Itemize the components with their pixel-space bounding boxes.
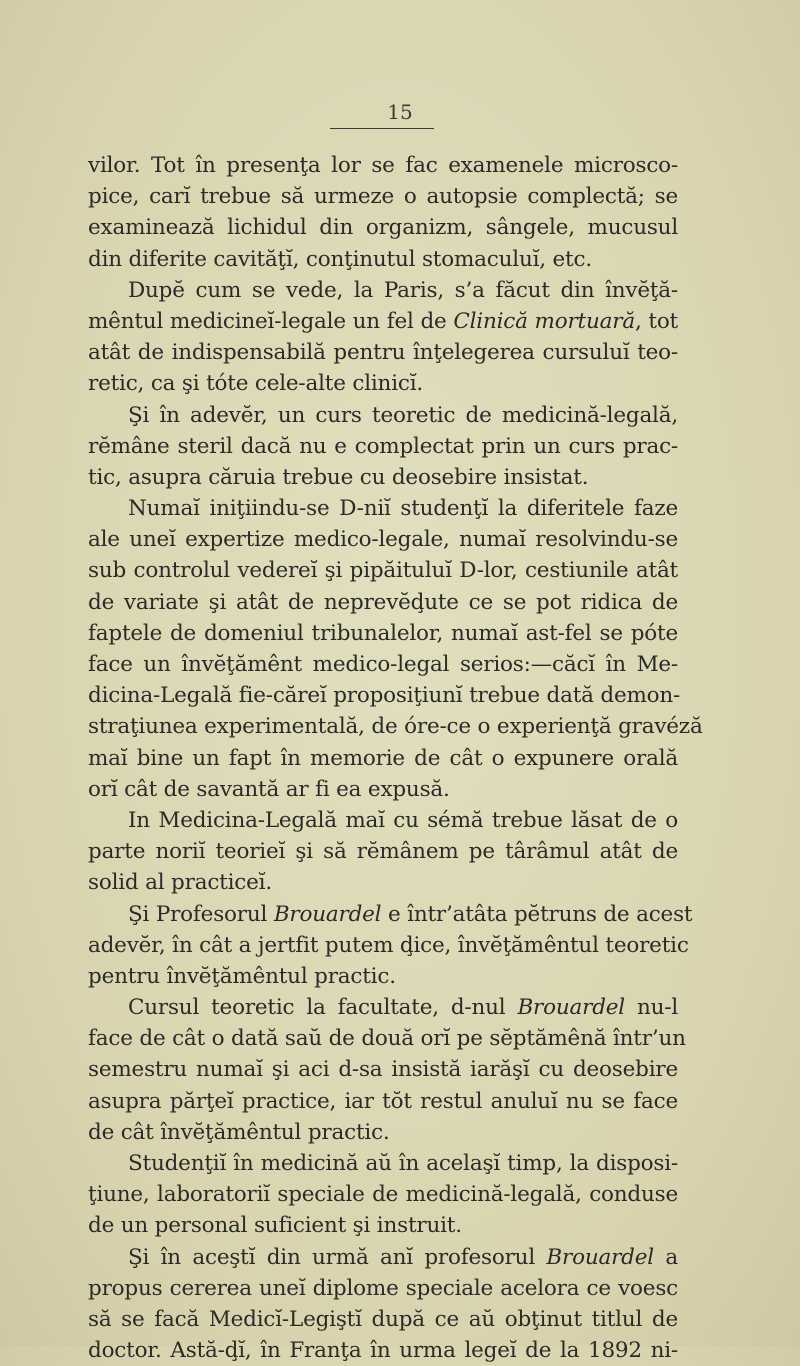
text-segment: mêntul medicineĭ-legale un fel de [88, 308, 454, 334]
text-line: rĕmâne steril dacă nu e complectat prin un curs prac- [88, 433, 678, 459]
text-line: pentru învĕţămêntul practic. [88, 963, 396, 989]
text-line: din diferite cavităţĭ, conţinutul stomaculuĭ, etc. [88, 246, 592, 272]
text-line: asupra părţeĭ practice, iar tŏt restul anuluĭ nu se face [88, 1088, 678, 1114]
text-line [88, 992, 678, 1023]
text-line: să se facă Medicĭ-Legiştĭ după ce aŭ obţinut titlul de [88, 1306, 678, 1332]
text-line [88, 1242, 678, 1273]
text-line: face de cât o dată saŭ de două orĭ pe sĕptămênă într’un [88, 1026, 686, 1052]
text-segment: Cursul teoretic la facultate, d-nul [128, 995, 518, 1021]
page-number: 15 [387, 100, 413, 124]
text-line: straţiunea experimentală, de óre-ce o experienţă gravéză [88, 714, 703, 740]
text-line [88, 899, 693, 930]
text-line [88, 306, 678, 337]
italic-name: Brouardel [546, 1244, 654, 1270]
text-line: retic, ca şi tóte cele-alte clinicĭ. [88, 371, 424, 397]
text-line: ale uneĭ expertize medico-legale, numaĭ resolvindu-se [88, 527, 678, 553]
text-segment: Şi în aceştĭ din urmă anĭ profesorul [128, 1244, 547, 1270]
text-line: orĭ cât de savantă ar fi ea expusă. [88, 776, 450, 802]
text-segment: a [653, 1244, 678, 1270]
italic-name: Clinică mortuară [453, 308, 635, 334]
text-line: Studenţiĭ în medicină aŭ în acelaşĭ timp, la disposi- [128, 1151, 678, 1176]
text-line: doctor. Astă-ḑĭ, în Franţa în urma legeĭ de la 1892 ni- [88, 1338, 678, 1364]
text-line: Numaĭ iniţiindu-se D-niĭ studenţĭ la diferitele faze [128, 496, 678, 522]
text-line: examinează lichidul din organizm, sângele, mucusul [88, 215, 678, 241]
text-line: adevĕr, în cât a jertfit putem ḑice, învĕţămêntul teoretic [88, 932, 689, 958]
text-line: maĭ bine un fapt în memorie de cât o expunere orală [88, 745, 678, 771]
italic-name: Brouardel [517, 995, 625, 1021]
text-line: semestru numaĭ şi aci d-sa insistă iarăşĭ cu deosebire [88, 1057, 678, 1083]
text-line: de variate şi atât de neprevĕḑute ce se pot ridica de [88, 589, 678, 615]
header-rule [330, 128, 434, 129]
text-line: faptele de domeniul tribunalelor, numaĭ ast-fel se póte [88, 620, 678, 646]
text-line: Dupĕ cum se vede, la Paris, s’a făcut din învĕţă- [128, 277, 678, 303]
text-line: solid al practiceĭ. [88, 870, 272, 896]
text-line: parte noriĭ teorieĭ şi să rĕmânem pe târâmul atât de [88, 839, 678, 865]
text-line: pice, carĭ trebue să urmeze o autopsie complectă; se [88, 184, 678, 210]
text-line: ţiune, laboratoriĭ speciale de medicină-legală, conduse [88, 1182, 678, 1208]
text-line: Şi în adevĕr, un curs teoretic de medicină-legală, [128, 402, 678, 428]
text-line: dicina-Legală fie-căreĭ proposiţiunĭ trebue dată demon- [88, 683, 681, 709]
text-line: In Medicina-Legală maĭ cu sémă trebue lăsat de o [128, 807, 678, 833]
text-line: de cât învĕţămêntul practic. [88, 1119, 390, 1145]
text-line: face un învĕţămênt medico-legal serios:—căcĭ în Me- [88, 652, 678, 677]
text-segment: , tot [634, 308, 678, 334]
text-line: de un personal suficient şi instruit. [88, 1213, 462, 1239]
text-line: vilor. Tot în presenţa lor se fac examenele microsco- [88, 153, 678, 178]
text-line: atât de indispensabilă pentru înţelegerea cursuluĭ teo- [88, 340, 678, 366]
text-segment: Şi Profesorul [128, 901, 274, 927]
text-line: tic, asupra căruia trebue cu deosebire insistat. [88, 464, 589, 490]
italic-name: Brouardel [273, 901, 382, 927]
text-line: propus cererea uneĭ diplome speciale acelora ce voesc [88, 1275, 678, 1301]
body-text [88, 150, 703, 1366]
text-segment: e într’atâta pĕtruns de acest [381, 901, 693, 927]
text-line: sub controlul vedereĭ şi pipăituluĭ D-lor, cestiunile atât [88, 558, 678, 584]
text-segment: nu-l [624, 995, 678, 1021]
